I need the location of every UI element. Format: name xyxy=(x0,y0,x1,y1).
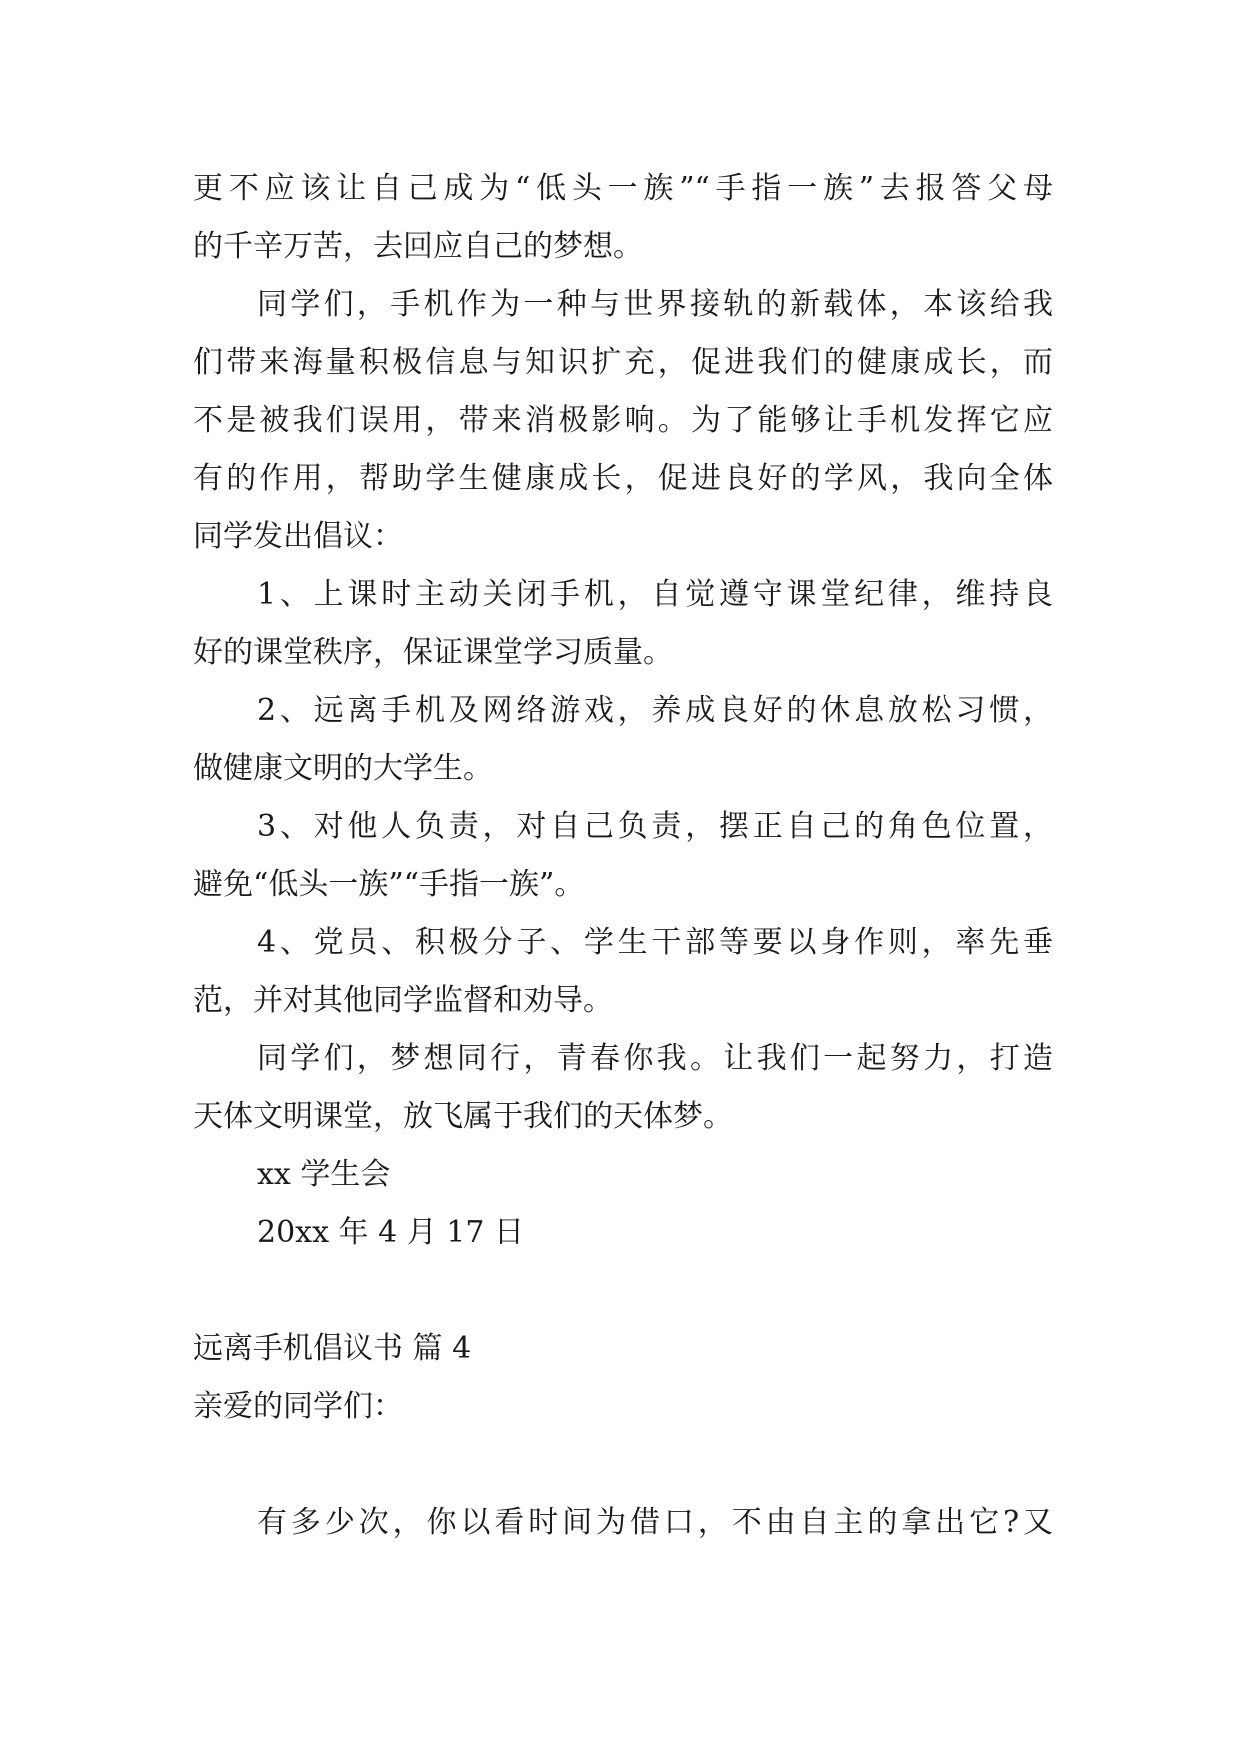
paragraph-line: 好的课堂秩序，保证课堂学习质量。 xyxy=(193,635,673,670)
paragraph-line: 天体文明课堂，放飞属于我们的天体梦。 xyxy=(193,1099,733,1134)
paragraph-line: 不是被我们误用，带来消极影响。为了能够让手机发挥它应 xyxy=(193,403,1053,438)
paragraph-line: 避免“低头一族”“手指一族”。 xyxy=(193,867,585,902)
document-page xyxy=(193,160,1053,1552)
paragraph-line: 3、对他人负责，对自己负责，摆正自己的角色位置， xyxy=(257,809,1053,844)
paragraph-line: 同学们，梦想同行，青春你我。让我们一起努力，打造 xyxy=(257,1041,1053,1076)
paragraph-line: 有多少次，你以看时间为借口，不由自主的拿出它?又 xyxy=(257,1505,1053,1540)
paragraph-line: 1、上课时主动关闭手机，自觉遵守课堂纪律，维持良 xyxy=(257,577,1053,612)
paragraph-line: 更不应该让自己成为“低头一族”“手指一族”去报答父母 xyxy=(193,171,1053,206)
paragraph-line: 同学们，手机作为一种与世界接轨的新载体，本该给我 xyxy=(257,287,1053,322)
paragraph-line: 2、远离手机及网络游戏，养成良好的休息放松习惯， xyxy=(257,693,1053,728)
greeting: 亲爱的同学们： xyxy=(193,1389,403,1424)
paragraph-line: 同学发出倡议： xyxy=(193,519,403,554)
paragraph-line: 有的作用，帮助学生健康成长，促进良好的学风，我向全体 xyxy=(193,461,1053,496)
paragraph-line: 范，并对其他同学监督和劝导。 xyxy=(193,983,613,1018)
paragraph-line: 4、党员、积极分子、学生干部等要以身作则，率先垂 xyxy=(257,925,1053,960)
paragraph-line: 的千辛万苦，去回应自己的梦想。 xyxy=(193,229,643,264)
signature: xx 学生会 xyxy=(257,1157,391,1192)
date: 20xx 年 4 月 17 日 xyxy=(257,1215,524,1250)
paragraph-line: 们带来海量积极信息与知识扩充，促进我们的健康成长，而 xyxy=(193,345,1053,380)
spacer xyxy=(193,1262,1053,1320)
paragraph-line: 做健康文明的大学生。 xyxy=(193,751,493,786)
spacer xyxy=(193,1436,1053,1494)
section-title: 远离手机倡议书 篇 4 xyxy=(193,1331,472,1366)
